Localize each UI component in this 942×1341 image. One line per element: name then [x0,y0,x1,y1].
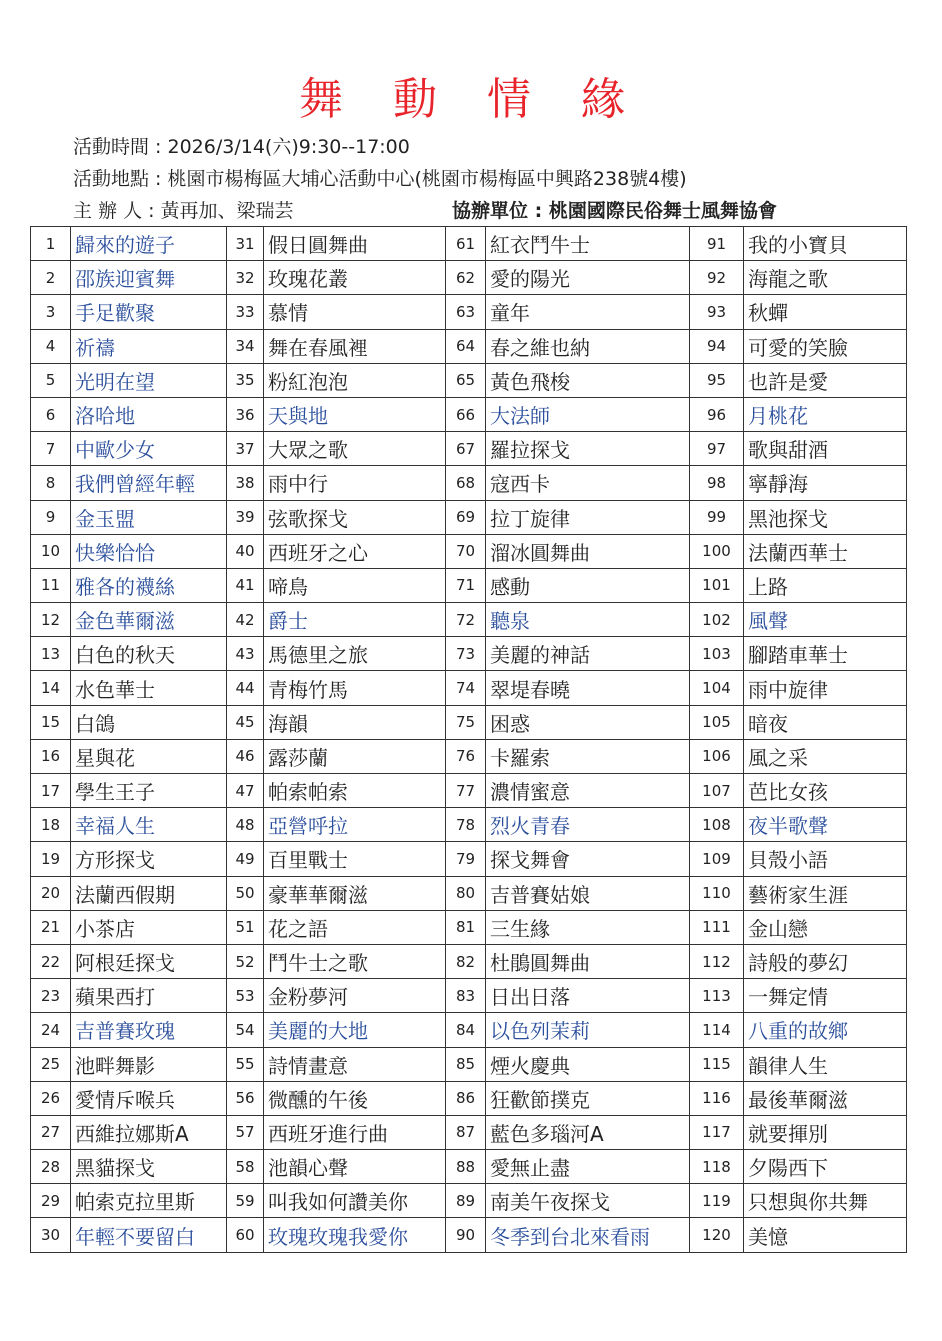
song-name: 翠堤春曉 [486,671,690,705]
song-number: 41 [227,568,264,602]
song-number: 69 [446,500,486,534]
table-row [31,774,907,808]
song-name: 腳踏車華士 [744,637,907,671]
song-number: 97 [690,432,744,466]
song-name: 爵士 [264,603,446,637]
song-number: 88 [446,1150,486,1184]
song-name: 邵族迎賓舞 [71,261,227,295]
song-name: 夜半歌聲 [744,808,907,842]
song-number: 80 [446,876,486,910]
song-name: 寇西卡 [486,466,690,500]
song-name: 蘋果西打 [71,979,227,1013]
song-number: 37 [227,432,264,466]
song-name: 春之維也納 [486,329,690,363]
song-name: 感動 [486,568,690,602]
song-name: 濃情蜜意 [486,774,690,808]
song-name: 韻律人生 [744,1047,907,1081]
song-name: 祈禱 [71,329,227,363]
song-name: 快樂恰恰 [71,534,227,568]
song-name: 聽泉 [486,603,690,637]
song-name: 粉紅泡泡 [264,363,446,397]
song-name: 金色華爾滋 [71,603,227,637]
song-name: 池韻心聲 [264,1150,446,1184]
song-number: 108 [690,808,744,842]
song-name: 弦歌探戈 [264,500,446,534]
song-name: 天與地 [264,397,446,431]
table-row [31,808,907,842]
table-row [31,397,907,431]
song-number: 93 [690,295,744,329]
song-name: 大法師 [486,397,690,431]
song-number: 78 [446,808,486,842]
song-number: 12 [31,603,71,637]
song-number: 87 [446,1115,486,1149]
song-number: 58 [227,1150,264,1184]
song-number: 73 [446,637,486,671]
song-name: 溜冰圓舞曲 [486,534,690,568]
song-number: 16 [31,739,71,773]
song-number: 116 [690,1081,744,1115]
song-name: 詩般的夢幻 [744,944,907,978]
song-number: 65 [446,363,486,397]
table-row [31,876,907,910]
song-number: 99 [690,500,744,534]
table-row [31,363,907,397]
song-name: 啼鳥 [264,568,446,602]
table-row [31,739,907,773]
song-number: 92 [690,261,744,295]
song-number: 48 [227,808,264,842]
song-number: 26 [31,1081,71,1115]
song-name: 亞營呼拉 [264,808,446,842]
song-name: 藍色多瑙河A [486,1115,690,1149]
song-number: 98 [690,466,744,500]
song-name: 詩情畫意 [264,1047,446,1081]
song-number: 71 [446,568,486,602]
song-name: 學生王子 [71,774,227,808]
song-number: 32 [227,261,264,295]
song-name: 羅拉探戈 [486,432,690,466]
song-name: 西班牙進行曲 [264,1115,446,1149]
song-number: 112 [690,944,744,978]
song-number: 115 [690,1047,744,1081]
table-row [31,637,907,671]
song-number: 117 [690,1115,744,1149]
song-name: 探戈舞會 [486,842,690,876]
song-name: 歸來的遊子 [71,227,227,261]
song-name: 秋蟬 [744,295,907,329]
song-name: 海龍之歌 [744,261,907,295]
song-name: 黑池探戈 [744,500,907,534]
table-row [31,534,907,568]
song-name: 帕索克拉里斯 [71,1184,227,1218]
song-name: 狂歡節撲克 [486,1081,690,1115]
song-number: 2 [31,261,71,295]
song-number: 57 [227,1115,264,1149]
song-number: 106 [690,739,744,773]
song-name: 帕索帕索 [264,774,446,808]
table-row [31,910,907,944]
song-name: 法蘭西華士 [744,534,907,568]
song-number: 15 [31,705,71,739]
song-number: 46 [227,739,264,773]
song-name: 風聲 [744,603,907,637]
song-name: 叫我如何讚美你 [264,1184,446,1218]
song-name: 馬德里之旅 [264,637,446,671]
page-title: 舞 動 情 緣 [299,74,643,125]
table-row [31,1047,907,1081]
song-number: 51 [227,910,264,944]
song-number: 19 [31,842,71,876]
song-number: 72 [446,603,486,637]
song-number: 111 [690,910,744,944]
table-row [31,944,907,978]
song-name: 中歐少女 [71,432,227,466]
song-name: 困惑 [486,705,690,739]
song-number: 31 [227,227,264,261]
event-organizer: 主 辦 人 : 黃再加、梁瑞芸 [73,200,294,222]
song-name: 假日圓舞曲 [264,227,446,261]
song-number: 34 [227,329,264,363]
song-number: 43 [227,637,264,671]
song-name: 吉普賽玫瑰 [71,1013,227,1047]
song-number: 91 [690,227,744,261]
song-name: 花之語 [264,910,446,944]
song-number: 100 [690,534,744,568]
song-number: 30 [31,1218,71,1253]
song-name: 卡羅索 [486,739,690,773]
table-row [31,466,907,500]
song-name: 愛無止盡 [486,1150,690,1184]
song-number: 95 [690,363,744,397]
song-name: 微醺的午後 [264,1081,446,1115]
song-number: 104 [690,671,744,705]
song-number: 54 [227,1013,264,1047]
song-name: 星與花 [71,739,227,773]
table-row [31,842,907,876]
song-number: 114 [690,1013,744,1047]
song-number: 63 [446,295,486,329]
song-number: 36 [227,397,264,431]
song-number: 9 [31,500,71,534]
song-name: 白鴿 [71,705,227,739]
song-name: 歌與甜酒 [744,432,907,466]
song-number: 110 [690,876,744,910]
song-number: 118 [690,1150,744,1184]
song-name: 只想與你共舞 [744,1184,907,1218]
song-number: 39 [227,500,264,534]
table-row [31,295,907,329]
song-name: 最後華爾滋 [744,1081,907,1115]
event-time: 活動時間 : 2026/3/14(六)9:30--17:00 [73,136,410,158]
song-number: 14 [31,671,71,705]
song-number: 66 [446,397,486,431]
song-number: 75 [446,705,486,739]
song-name: 西班牙之心 [264,534,446,568]
song-name: 拉丁旋律 [486,500,690,534]
song-number: 7 [31,432,71,466]
song-name: 美麗的神話 [486,637,690,671]
song-number: 40 [227,534,264,568]
song-number: 94 [690,329,744,363]
song-name: 上路 [744,568,907,602]
song-name: 阿根廷探戈 [71,944,227,978]
song-number: 119 [690,1184,744,1218]
song-name: 童年 [486,295,690,329]
song-name: 青梅竹馬 [264,671,446,705]
song-number: 27 [31,1115,71,1149]
song-number: 45 [227,705,264,739]
table-row [31,329,907,363]
song-name: 大眾之歌 [264,432,446,466]
table-row [31,671,907,705]
song-number: 25 [31,1047,71,1081]
song-number: 6 [31,397,71,431]
song-number: 10 [31,534,71,568]
song-number: 89 [446,1184,486,1218]
song-name: 風之采 [744,739,907,773]
song-number: 50 [227,876,264,910]
song-number: 17 [31,774,71,808]
song-name: 三生緣 [486,910,690,944]
song-name: 玫瑰花叢 [264,261,446,295]
song-name: 夕陽西下 [744,1150,907,1184]
song-number: 70 [446,534,486,568]
song-name: 就要揮別 [744,1115,907,1149]
song-name: 雨中行 [264,466,446,500]
song-name: 豪華華爾滋 [264,876,446,910]
song-number: 49 [227,842,264,876]
song-name: 黃色飛梭 [486,363,690,397]
song-number: 77 [446,774,486,808]
song-number: 13 [31,637,71,671]
song-number: 90 [446,1218,486,1253]
song-number: 29 [31,1184,71,1218]
song-number: 20 [31,876,71,910]
event-location: 活動地點 : 桃園市楊梅區大埔心活動中心(桃園市楊梅區中興路238號4樓) [73,168,687,190]
song-number: 101 [690,568,744,602]
song-number: 4 [31,329,71,363]
table-row [31,568,907,602]
song-number: 5 [31,363,71,397]
table-row [31,227,907,261]
song-number: 103 [690,637,744,671]
song-name: 杜鵑圓舞曲 [486,944,690,978]
song-name: 雅各的襪絲 [71,568,227,602]
song-number: 102 [690,603,744,637]
song-number: 1 [31,227,71,261]
song-number: 64 [446,329,486,363]
song-number: 55 [227,1047,264,1081]
song-name: 寧靜海 [744,466,907,500]
song-name: 一舞定情 [744,979,907,1013]
song-name: 手足歡聚 [71,295,227,329]
song-number: 21 [31,910,71,944]
song-name: 以色列茉莉 [486,1013,690,1047]
song-number: 85 [446,1047,486,1081]
table-row [31,1013,907,1047]
song-number: 35 [227,363,264,397]
song-name: 水色華士 [71,671,227,705]
song-name: 金玉盟 [71,500,227,534]
song-number: 60 [227,1218,264,1253]
song-number: 86 [446,1081,486,1115]
song-name: 黑貓探戈 [71,1150,227,1184]
song-name: 暗夜 [744,705,907,739]
song-number: 3 [31,295,71,329]
song-number: 53 [227,979,264,1013]
song-number: 22 [31,944,71,978]
table-row [31,1184,907,1218]
song-name: 日出日落 [486,979,690,1013]
song-number: 59 [227,1184,264,1218]
song-number: 105 [690,705,744,739]
table-row [31,1115,907,1149]
song-name: 煙火慶典 [486,1047,690,1081]
song-name: 海韻 [264,705,446,739]
song-name: 金粉夢河 [264,979,446,1013]
song-name: 我的小寶貝 [744,227,907,261]
table-row [31,261,907,295]
song-number: 24 [31,1013,71,1047]
song-number: 44 [227,671,264,705]
song-name: 吉普賽姑娘 [486,876,690,910]
song-name: 百里戰士 [264,842,446,876]
song-name: 法蘭西假期 [71,876,227,910]
table-row [31,1081,907,1115]
song-name: 藝術家生涯 [744,876,907,910]
event-co-organizer: 協辦單位 : 桃園國際民俗舞士風舞協會 [452,200,777,222]
song-name: 雨中旋律 [744,671,907,705]
table-row [31,500,907,534]
song-name: 美憶 [744,1218,907,1253]
song-name: 美麗的大地 [264,1013,446,1047]
song-name: 金山戀 [744,910,907,944]
song-number: 23 [31,979,71,1013]
song-number: 120 [690,1218,744,1253]
song-name: 也許是愛 [744,363,907,397]
song-name: 池畔舞影 [71,1047,227,1081]
song-name: 年輕不要留白 [71,1218,227,1253]
song-number: 28 [31,1150,71,1184]
song-number: 42 [227,603,264,637]
table-row [31,705,907,739]
table-row [31,1218,907,1253]
song-name: 方形探戈 [71,842,227,876]
song-number: 18 [31,808,71,842]
song-number: 74 [446,671,486,705]
song-number: 8 [31,466,71,500]
song-number: 82 [446,944,486,978]
song-name: 貝殼小語 [744,842,907,876]
table-row [31,1150,907,1184]
song-number: 33 [227,295,264,329]
song-list-table [30,226,907,1253]
song-name: 南美午夜探戈 [486,1184,690,1218]
table-row [31,432,907,466]
song-name: 烈火青春 [486,808,690,842]
song-name: 光明在望 [71,363,227,397]
song-name: 芭比女孩 [744,774,907,808]
song-number: 107 [690,774,744,808]
song-name: 舞在春風裡 [264,329,446,363]
song-name: 我們曾經年輕 [71,466,227,500]
song-name: 西維拉娜斯A [71,1115,227,1149]
song-name: 洛哈地 [71,397,227,431]
song-number: 62 [446,261,486,295]
song-name: 慕情 [264,295,446,329]
song-number: 38 [227,466,264,500]
song-number: 76 [446,739,486,773]
song-number: 84 [446,1013,486,1047]
song-number: 11 [31,568,71,602]
song-name: 幸福人生 [71,808,227,842]
song-number: 52 [227,944,264,978]
song-name: 可愛的笑臉 [744,329,907,363]
song-number: 68 [446,466,486,500]
song-number: 61 [446,227,486,261]
song-number: 83 [446,979,486,1013]
song-name: 八重的故鄉 [744,1013,907,1047]
song-number: 56 [227,1081,264,1115]
song-number: 79 [446,842,486,876]
song-name: 白色的秋天 [71,637,227,671]
song-name: 露莎蘭 [264,739,446,773]
song-name: 愛情斥喉兵 [71,1081,227,1115]
table-row [31,979,907,1013]
song-name: 鬥牛士之歌 [264,944,446,978]
song-number: 67 [446,432,486,466]
song-name: 月桃花 [744,397,907,431]
song-name: 愛的陽光 [486,261,690,295]
song-number: 47 [227,774,264,808]
song-name: 冬季到台北來看雨 [486,1218,690,1253]
song-name: 小茶店 [71,910,227,944]
song-number: 96 [690,397,744,431]
song-name: 紅衣鬥牛士 [486,227,690,261]
song-number: 109 [690,842,744,876]
song-number: 81 [446,910,486,944]
song-name: 玫瑰玫瑰我愛你 [264,1218,446,1253]
song-number: 113 [690,979,744,1013]
table-row [31,603,907,637]
